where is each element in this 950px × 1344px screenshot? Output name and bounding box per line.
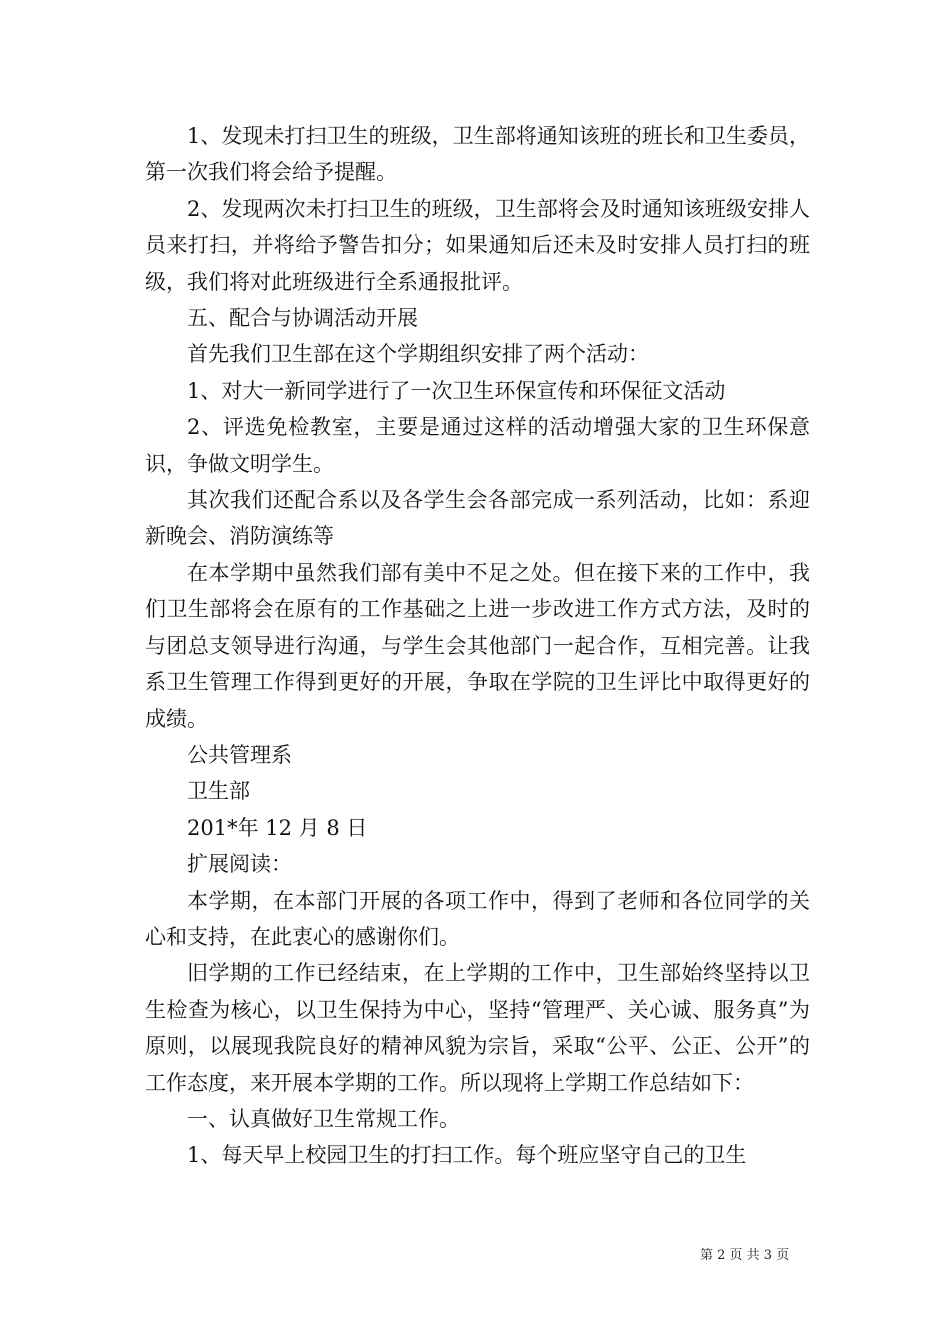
signature-section: 卫生部	[187, 779, 250, 804]
document-body	[145, 118, 810, 1174]
paragraph-4: 1、对大一新同学进行了一次卫生环保宣传和环保征文活动	[187, 378, 726, 403]
paragraph-10: 1、每天早上校园卫生的打扫工作。每个班应坚守自己的卫生	[187, 1143, 747, 1168]
paragraph-5: 2、评选免检教室，主要是通过这样的活动增强大家的卫生环保意识，争做文明学生。	[145, 415, 810, 476]
paragraph-9: 旧学期的工作已经结束，在上学期的工作中，卫生部始终坚持以卫生检查为核心，以卫生保持为中心，坚持“管理严、关心诚、服务真”为原则，以展现我院良好的精神风貌为宗旨，采取“公平、公正、公开”的工作态度，来开展本学期的工作。所以现将上学期工作总结如下：	[145, 961, 810, 1095]
signature-date: 201*年 12 月 8 日	[187, 815, 368, 840]
section-heading-1: 一、认真做好卫生常规工作。	[187, 1106, 460, 1131]
paragraph-2: 2、发现两次未打扫卫生的班级，卫生部将会及时通知该班级安排人员来打扫，并将给予警告扣分；如果通知后还未及时安排人员打扫的班级，我们将对此班级进行全系通报批评。	[145, 196, 810, 294]
signature-department: 公共管理系	[187, 742, 292, 767]
section-heading-5: 五、配合与协调活动开展	[187, 306, 418, 331]
page-number: 第 2 页 共 3 页	[700, 1248, 790, 1263]
paragraph-3: 首先我们卫生部在这个学期组织安排了两个活动：	[187, 342, 649, 367]
extended-reading-heading: 扩展阅读：	[187, 852, 292, 877]
paragraph-6: 其次我们还配合系以及各学生会各部完成一系列活动，比如：系迎新晚会、消防演练等	[145, 488, 810, 549]
paragraph-8: 本学期，在本部门开展的各项工作中，得到了老师和各位同学的关心和支持，在此衷心的感谢你们。	[145, 888, 810, 949]
paragraph-7: 在本学期中虽然我们部有美中不足之处。但在接下来的工作中，我们卫生部将会在原有的工作基础之上进一步改进工作方式方法，及时的与团总支领导进行沟通，与学生会其他部门一起合作，互相完善。让我系卫生管理工作得到更好的开展，争取在学院的卫生评比中取得更好的成绩。	[145, 560, 810, 731]
paragraph-1: 1、发现未打扫卫生的班级，卫生部将通知该班的班长和卫生委员，第一次我们将会给予提醒。	[145, 124, 810, 185]
